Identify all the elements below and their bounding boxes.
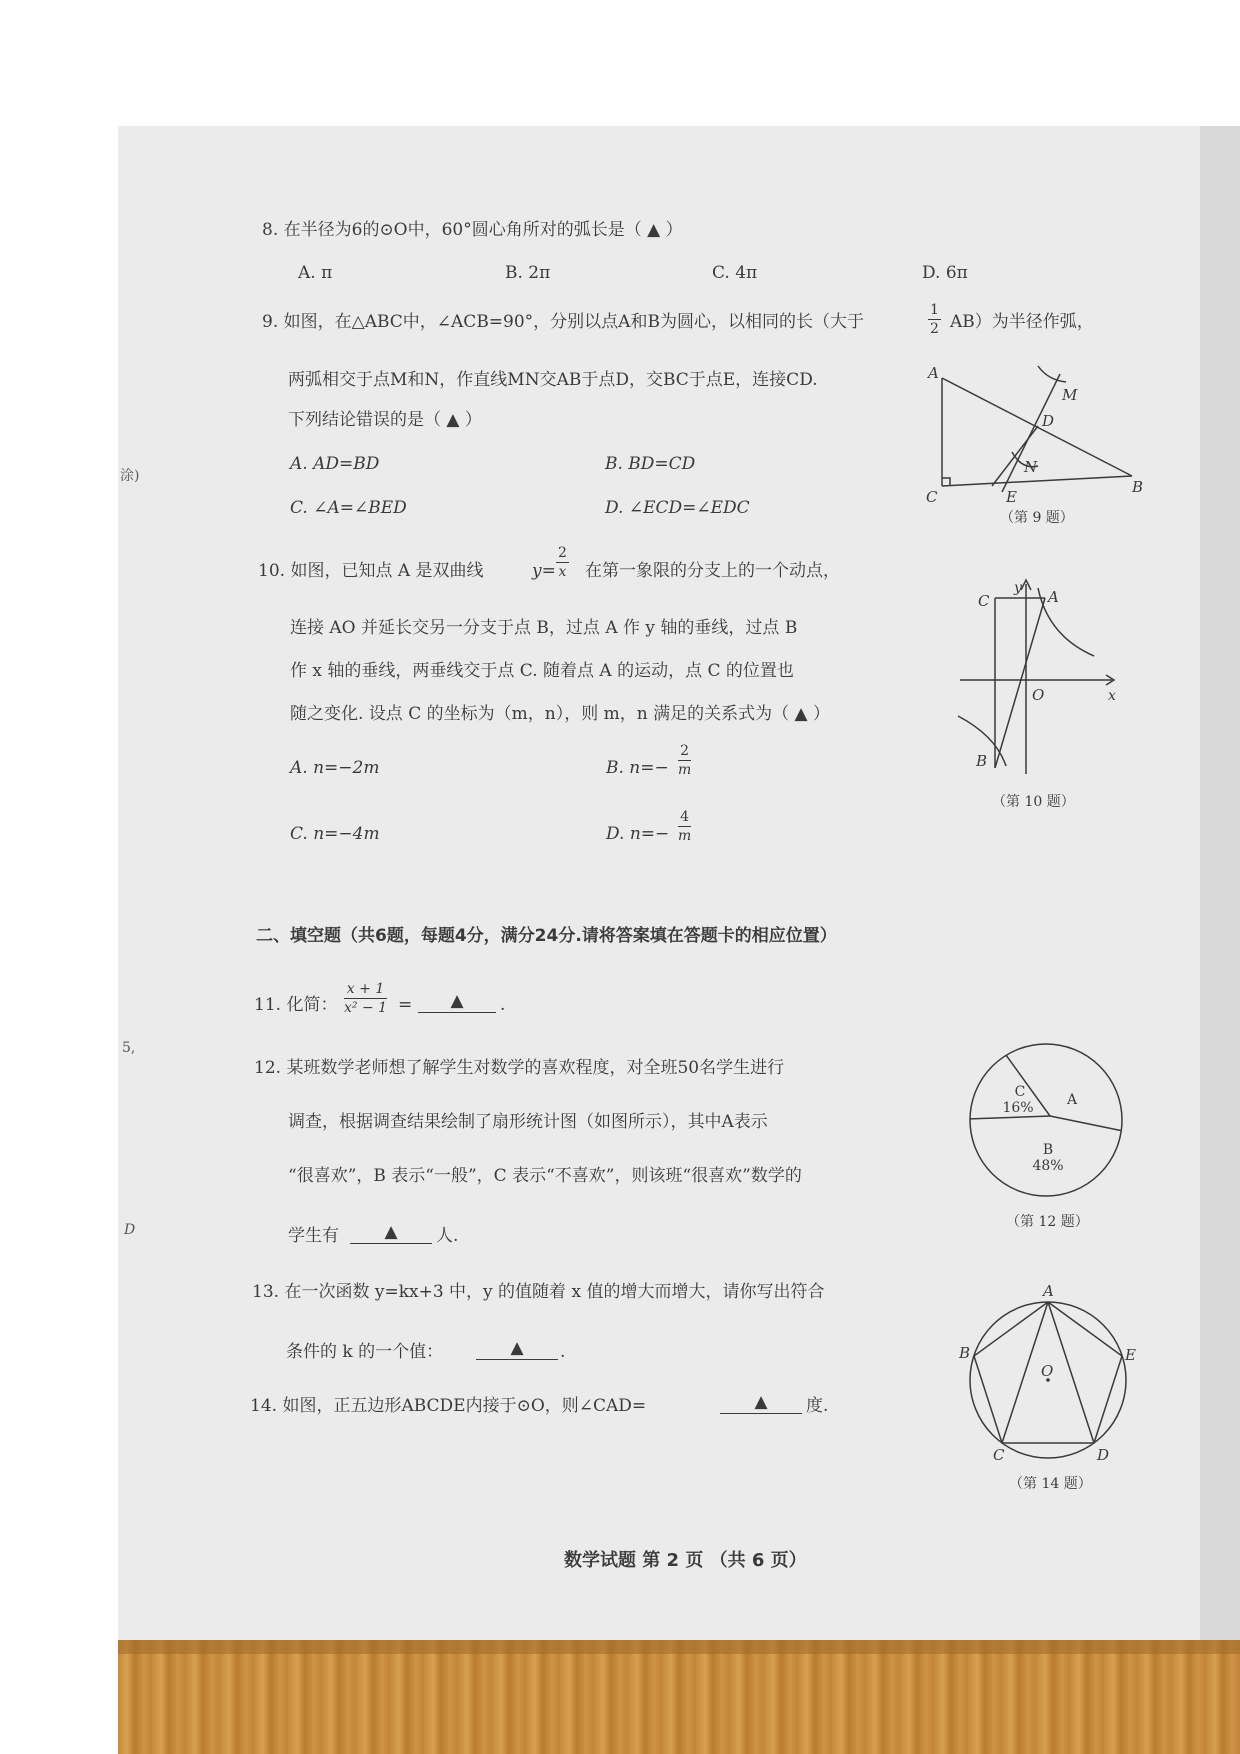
q10-option-b-den: m	[678, 762, 692, 778]
q9-label-c: C	[926, 488, 938, 506]
q12-slice-a-label: A	[1066, 1092, 1078, 1108]
q11-fraction-num: x + 1	[344, 982, 387, 999]
q14-caption: （第 14 题）	[1009, 1476, 1092, 1492]
q14-label-c: C	[993, 1446, 1005, 1464]
q9-line2: 两弧相交于点M和N，作直线MN交AB于点D，交BC于点E，连接CD.	[288, 370, 818, 390]
q14-suffix: 度.	[806, 1396, 829, 1416]
q12-slice-c-percent: 16%	[1002, 1100, 1034, 1116]
q12-line4-suffix: 人.	[436, 1226, 459, 1246]
q9-fraction	[928, 303, 941, 336]
q10-y-equals: y=	[532, 561, 556, 581]
q12-slice-c-label: C	[1014, 1084, 1026, 1100]
q12-slice-b-percent: 48%	[1032, 1158, 1064, 1174]
q9-option-b: B. BD=CD	[605, 454, 696, 474]
q14-label-b: B	[959, 1344, 971, 1362]
q14-pentagon-figure	[955, 1280, 1135, 1495]
q8-option-c: C. 4π	[712, 263, 758, 283]
q14-label-d: D	[1097, 1446, 1110, 1464]
margin-mark-3: D	[124, 1222, 136, 1238]
q10-label-y: y	[1014, 580, 1022, 596]
q9-option-c: C. ∠A=∠BED	[290, 498, 407, 518]
q10-line2: 连接 AO 并延长交另一分支于点 B，过点 A 作 y 轴的垂线，过点 B	[290, 618, 798, 638]
q10-label-c: C	[978, 592, 990, 610]
q10-hyperbola-figure	[948, 576, 1128, 816]
q8-stem: 8. 在半径为6的⊙O中，60°圆心角所对的弧长是（ ▲ ）	[262, 220, 683, 240]
q9-right-angle-mark	[942, 478, 950, 486]
q10-branch-first-quadrant	[1038, 588, 1094, 656]
q12-caption: （第 12 题）	[1006, 1214, 1089, 1230]
q8-option-d: D. 6π	[922, 263, 968, 283]
wooden-table	[118, 1640, 1240, 1754]
q9-line3: 下列结论错误的是（ ▲ ）	[288, 410, 482, 430]
q10-option-b-prefix: B. n=−	[606, 758, 669, 778]
q12-answer-blank: ▲	[350, 1224, 432, 1244]
q11-end: .	[500, 995, 506, 1015]
q14-segment-ad	[1048, 1302, 1094, 1443]
q12-line1: 12. 某班数学老师想了解学生对数学的喜欢程度，对全班50名学生进行	[254, 1058, 785, 1078]
q10-option-d-den: m	[678, 828, 692, 844]
q9-option-a: A. AD=BD	[290, 454, 380, 474]
q11-equals: =	[398, 995, 413, 1015]
q10-label-o: O	[1032, 686, 1045, 704]
q8-option-b: B. 2π	[505, 263, 551, 283]
q12-pie-divider-2	[970, 1116, 1050, 1119]
q10-option-b-fraction	[678, 744, 691, 777]
q10-caption: （第 10 题）	[992, 794, 1075, 810]
q10-line4: 随之变化. 设点 C 的坐标为（m，n），则 m，n 满足的关系式为（ ▲ ）	[290, 704, 830, 724]
q10-option-d-num: 4	[678, 810, 691, 827]
margin-mark-1: 涂)	[120, 468, 140, 484]
q10-label-x: x	[1108, 688, 1116, 704]
page-footer: 数学试题 第 2 页 （共 6 页）	[564, 1550, 807, 1571]
margin-mark-2: 5,	[122, 1040, 136, 1056]
q14-prefix: 14. 如图，正五边形ABCDE内接于⊙O，则∠CAD=	[250, 1396, 647, 1416]
q10-option-a: A. n=−2m	[290, 758, 380, 778]
q14-label-e: E	[1125, 1346, 1136, 1364]
q9-side-cb	[942, 476, 1132, 486]
q9-caption: （第 9 题）	[1000, 510, 1074, 526]
paper-edge	[1200, 126, 1240, 1646]
q11-answer-blank: ▲	[418, 993, 496, 1013]
q12-line4-prefix: 学生有	[288, 1226, 339, 1246]
q9-fraction-num: 1	[930, 302, 939, 318]
q13-answer-blank: ▲	[476, 1340, 558, 1360]
q9-label-d: D	[1042, 412, 1055, 430]
q14-label-a: A	[1043, 1282, 1054, 1300]
q10-line-ab	[995, 598, 1045, 768]
q11-prefix: 11. 化简：	[254, 995, 338, 1015]
table-shadow	[118, 1640, 1240, 1654]
q10-stem-b: 在第一象限的分支上的一个动点，	[585, 561, 840, 581]
q9-triangle-figure	[920, 360, 1144, 530]
q10-fraction	[556, 546, 569, 579]
q10-line3: 作 x 轴的垂线，两垂线交于点 C. 随着点 A 的运动，点 C 的位置也	[290, 661, 794, 681]
q9-label-b: B	[1132, 478, 1144, 496]
q9-label-a: A	[928, 364, 939, 382]
q12-slice-b-label: B	[1042, 1142, 1054, 1158]
q12-pie-divider-1	[1050, 1116, 1121, 1131]
q9-stem-b: AB）为半径作弧，	[950, 312, 1094, 332]
q9-stem-a: 9. 如图，在△ABC中，∠ACB=90°，分别以点A和B为圆心，以相同的长（大于	[262, 312, 864, 332]
q13-end: .	[560, 1342, 566, 1362]
q10-option-c: C. n=−4m	[290, 824, 380, 844]
q8-option-a: A. π	[298, 263, 333, 283]
q10-fraction-den: x	[558, 564, 567, 580]
section2-heading: 二、填空题（共6题，每题4分，满分24分.请将答案填在答题卡的相应位置）	[256, 926, 837, 946]
q12-line2: 调查，根据调查结果绘制了扇形统计图（如图所示），其中A表示	[288, 1112, 768, 1132]
q12-line3: “很喜欢”，B 表示“一般”，C 表示“不喜欢”，则该班“很喜欢”数学的	[288, 1166, 802, 1186]
q11-fraction	[344, 982, 387, 1015]
q9-option-d: D. ∠ECD=∠EDC	[605, 498, 750, 518]
q9-label-e: E	[1006, 488, 1017, 506]
q14-answer-blank: ▲	[720, 1394, 802, 1414]
q9-label-n: N	[1024, 458, 1038, 476]
q11-fraction-den: x² − 1	[344, 1000, 388, 1016]
q9-fraction-den: 2	[930, 321, 939, 337]
q10-option-d-fraction	[678, 810, 691, 843]
q14-label-o: O	[1041, 1362, 1054, 1380]
q9-arc-m	[1038, 366, 1066, 382]
q13-line2-prefix: 条件的 k 的一个值：	[286, 1342, 444, 1362]
q9-label-m: M	[1062, 386, 1078, 404]
q10-option-b-num: 2	[678, 744, 691, 761]
q10-option-d-prefix: D. n=−	[606, 824, 670, 844]
q12-pie-chart	[960, 1040, 1130, 1240]
q13-line1: 13. 在一次函数 y=kx+3 中，y 的值随着 x 值的增大而增大，请你写出符合	[252, 1282, 825, 1302]
q10-label-b: B	[976, 752, 988, 770]
q10-stem-a: 10. 如图，已知点 A 是双曲线	[258, 561, 484, 581]
q10-fraction-num: 2	[558, 545, 567, 561]
q10-label-a: A	[1048, 588, 1059, 606]
